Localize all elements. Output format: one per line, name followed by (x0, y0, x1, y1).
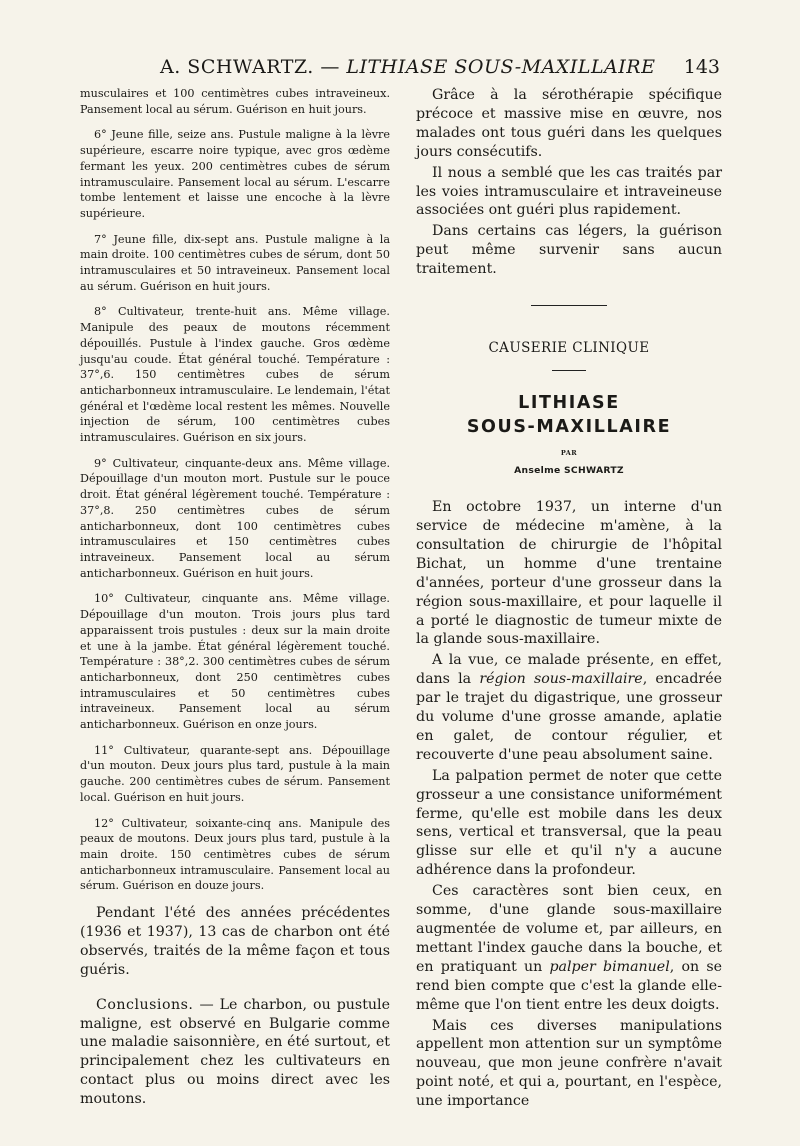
conclusions-paragraph (80, 996, 390, 1109)
body-text: , on se rend bien compte que c'est la glande elle-même que l'on tient entre les deux doigts. (416, 958, 722, 1013)
author-name: Anselme SCHWARTZ (514, 465, 624, 477)
conclusions-heading: Conclusions. (96, 996, 194, 1013)
running-title (160, 56, 655, 78)
case-list (80, 86, 390, 894)
intro-paragraph: Il nous a semblé que les cas traités par les voies intramusculaire et intraveineuse associées ont guéri plus rapidement. (416, 164, 722, 219)
body-text: , encadrée par le trajet du digastrique, une grosseur du volume d'une grosse amande, aplatie en galet, de contour régulier, et recouverte d'une peau absolument saine. (416, 671, 722, 763)
section-divider (531, 305, 607, 306)
previous-article-ending (416, 86, 722, 279)
case-paragraph: 6° Jeune fille, seize ans. Pustule maligne à la lèvre supérieure, escarre noire typique, avec gros œdème fermant les yeux. 200 centimètres cubes de sérum intramusculaire. Pansement local au sérum. L'escarre tombe lentement et laisse une encoche à la lèvre supérieure. (80, 128, 390, 220)
case-paragraph: 11° Cultivateur, quarante-sept ans. Dépouillage d'un mouton. Deux jours plus tard, pustule à la main gauche. 200 centimètres cubes de sérum. Pansement local. Guérison en huit jours. (80, 743, 390, 804)
running-header (80, 56, 720, 84)
body-italic-term: région sous-maxillaire (479, 671, 643, 688)
left-body-text (80, 904, 390, 1109)
body-paragraph: En octobre 1937, un interne d'un service de médecine m'amène, à la consultation de chirurgie de l'hôpital Bichat, un homme d'une trentaine d'années, porteur d'une grosseur dans la région sous-maxillaire, et pour laquelle il a porté le diagnostic de tumeur mixte de la glande sous-maxillaire. (416, 499, 722, 648)
right-column (416, 86, 722, 1113)
body-paragraph: Mais ces diverses manipulations appellent mon attention sur un symptôme nouveau, que mon jeune confrère n'avait point noté, et qui a, pourtant, en l'espèce, une importance (416, 1017, 722, 1110)
case-paragraph: musculaires et 100 centimètres cubes intraveineux. Pansement local au sérum. Guérison en huit jours. (80, 87, 390, 116)
summary-paragraph: Pendant l'été des années précédentes (1936 et 1937), 13 cas de charbon ont été observés, traités de la même façon et tous guéris. (80, 905, 390, 978)
left-column (80, 86, 390, 1125)
article-body (416, 498, 722, 1111)
intro-paragraph: Grâce à la sérothérapie spécifique précoce et massive mise en œuvre, nos malades ont tous guéri dans les quelques jours consécutifs. (416, 87, 722, 160)
byline-par: PAR (560, 449, 578, 458)
case-paragraph: 10° Cultivateur, cinquante ans. Même village. Dépouillage d'un mouton. Trois jours plus tard apparaissent trois pustules : deux sur la main droite et une à la jambe. État général légèrement touché. Température : 38°,2. 300 centimètres cubes de sérum anticharbonneux, dont 250 centimètres cubes intramusculaires et 50 centimètres cubes intraveineux. Pansement local au sérum anticharbonneux. Guérison en onze jours. (80, 592, 390, 732)
section-divider-small (552, 370, 586, 371)
body-text: A la vue, ce malade présente, en effet, dans la (416, 652, 722, 688)
page-number: 143 (683, 56, 720, 78)
article-title (416, 391, 722, 439)
case-paragraph: 9° Cultivateur, cinquante-deux ans. Même village. Dépouillage d'un mouton mort. Pustule sur le pouce droit. État général légèrement touché. Température : 37°,8. 250 centimètres cubes de sérum anticharbonneux, dont 100 centimètres cubes intramusculaires et 150 centimètres cubes intraveineux. Pansement local au sérum anticharbonneux. Guérison en huit jours. (80, 456, 390, 580)
article-title-line1: LITHIASE (518, 393, 620, 414)
running-title-topic: LITHIASE SOUS-MAXILLAIRE (346, 56, 656, 78)
body-paragraph (416, 651, 722, 764)
body-paragraph: La palpation permet de noter que cette grosseur a une consistance uniformément ferme, qu'elle est mobile dans les deux sens, vertical et transversal, que la peau glisse sur elle et qu'il n'y a aucune adhérence dans la profondeur. (416, 767, 722, 879)
body-paragraph (416, 882, 722, 1014)
body-text: Ces caractères sont bien ceux, en somme, d'une glande sous-maxillaire augmentée de volume et, par ailleurs, en mettant l'index gauche dans la bouche, et en pratiquant un (416, 883, 722, 975)
case-paragraph: 12° Cultivateur, soixante-cinq ans. Manipule des peaux de moutons. Deux jours plus tard, pustule à la main droite. 150 centimètres cubes de sérum anticharbonneux intramusculaire. Pansement local au sérum. Guérison en douze jours. (80, 816, 390, 893)
article-title-line2: SOUS-MAXILLAIRE (466, 417, 672, 438)
section-label: CAUSERIE CLINIQUE (488, 340, 650, 357)
conclusions-text: — Le charbon, ou pustule maligne, est observé en Bulgarie comme une maladie saisonnière, en été surtout, et principalement chez les cultivateurs en contact plus ou moins direct avec les moutons. (80, 996, 390, 1108)
running-title-prefix: A. SCHWARTZ. — (160, 56, 347, 78)
body-italic-term: palper bimanuel (549, 958, 670, 975)
case-paragraph: 8° Cultivateur, trente-huit ans. Même village. Manipule des peaux de moutons récemment dépouillés. Pustule à l'index gauche. Gros œdème jusqu'au coude. État général touché. Température : 37°,6. 150 centimètres cubes de sérum anticharbonneux intramusculaire. Le lendemain, l'état général et l'œdème local restent les mêmes. Nouvelle injection de sérum, 100 centimètres cubes intramusculaires. Guérison en six jours. (80, 305, 390, 445)
case-paragraph: 7° Jeune fille, dix-sept ans. Pustule maligne à la main droite. 100 centimètres cubes de sérum, dont 50 intramusculaires et 50 intraveineux. Pansement local au sérum. Guérison en huit jours. (80, 232, 390, 293)
intro-paragraph: Dans certains cas légers, la guérison peut même survenir sans aucun traitement. (416, 223, 722, 278)
